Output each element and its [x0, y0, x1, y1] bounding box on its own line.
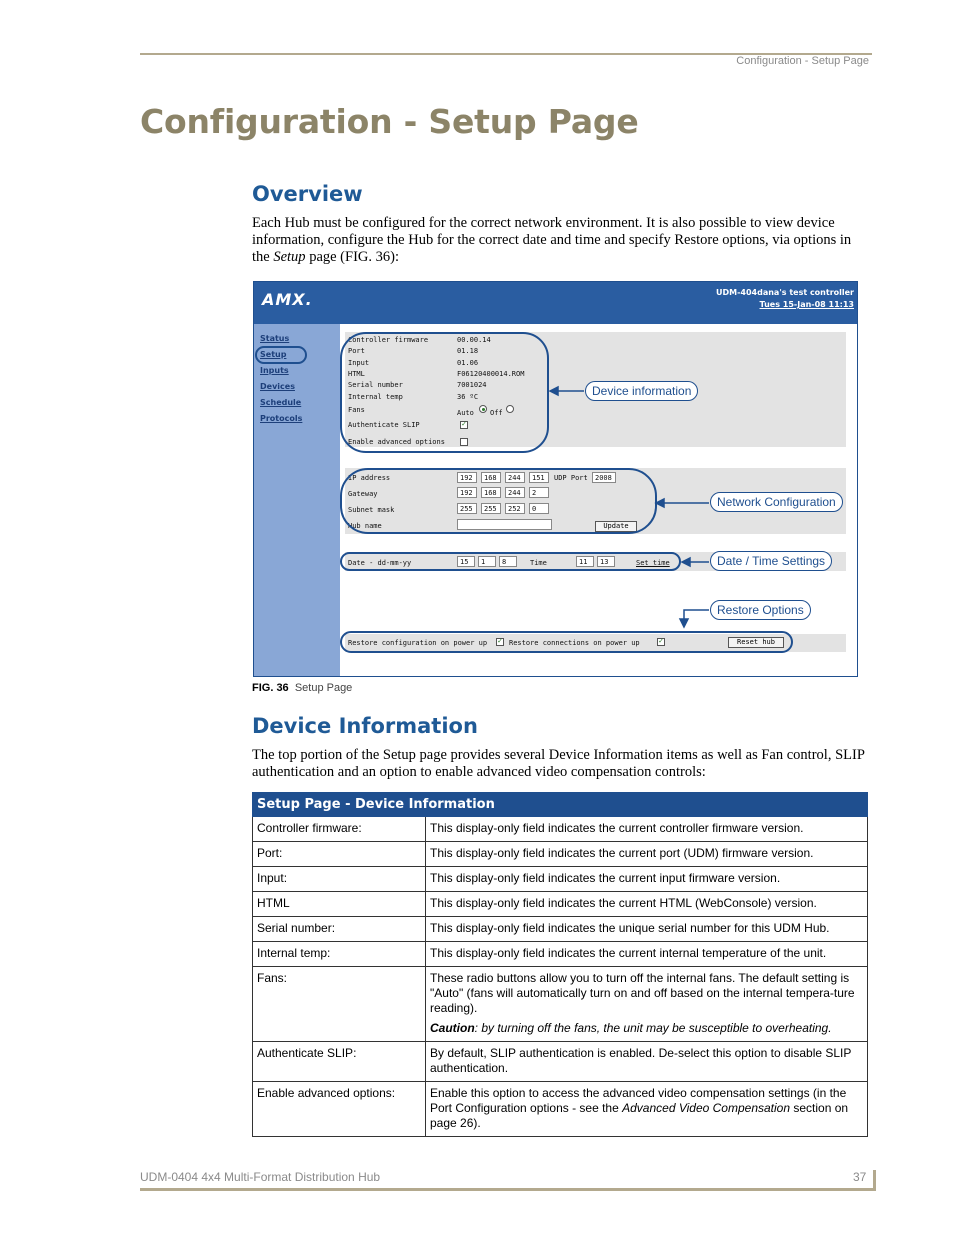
gateway-octet-input[interactable]: 192	[457, 487, 477, 498]
table-row	[253, 892, 868, 917]
nav-link-protocols[interactable]: Protocols	[260, 414, 303, 423]
gateway-octet-input[interactable]: 244	[505, 487, 525, 498]
device-information-table	[252, 792, 868, 1137]
device-info-value: 36 ºC	[457, 393, 479, 401]
table-cell-desc: This display-only field indicates the current controller firmware version.	[426, 817, 868, 842]
device-info-value: F06120400014.ROM	[457, 370, 525, 378]
table-cell-name: HTML	[253, 892, 426, 917]
nav-link-setup[interactable]: Setup	[260, 350, 287, 359]
device-info-label: Internal temp	[348, 393, 403, 401]
table-cell-desc	[426, 967, 868, 1042]
gateway-octet-input[interactable]: 168	[481, 487, 501, 498]
ip-octet-input[interactable]: 244	[505, 472, 525, 483]
ip-octet-input[interactable]: 151	[529, 472, 549, 483]
subnet-octet-input[interactable]: 252	[505, 503, 525, 514]
device-information-paragraph: The top portion of the Setup page provides several Device Information items as well as Fan control, SLIP authentication and an option to enable advanced video compensation controls:	[252, 747, 865, 780]
table-cell-name: Internal temp:	[253, 942, 426, 967]
date-day-input[interactable]: 15	[457, 556, 475, 567]
date-month-input[interactable]: 1	[478, 556, 496, 567]
fans-caution: Caution: by turning off the fans, the unit may be susceptible to overheating.	[430, 1021, 832, 1035]
device-info-label: Input	[348, 359, 370, 367]
restore-connections-checkbox[interactable]: ✓	[658, 638, 664, 645]
table-row	[253, 867, 868, 892]
ip-octet-input[interactable]: 192	[457, 472, 477, 483]
device-info-value: 01.18	[457, 347, 479, 355]
table-cell-desc: This display-only field indicates the current input firmware version.	[426, 867, 868, 892]
setup-page-screenshot	[253, 281, 858, 677]
subnet-octet-input[interactable]: 0	[529, 503, 549, 514]
device-info-value: 7001024	[457, 381, 487, 389]
network-configuration-callout: Network Configuration	[710, 492, 843, 512]
device-info-label: Enable advanced options	[348, 438, 445, 446]
table-cell-name: Input:	[253, 867, 426, 892]
controller-name: UDM-404dana's test controller	[715, 288, 854, 297]
device-info-value: 01.06	[457, 359, 479, 367]
time-label: Time	[530, 559, 547, 567]
device-info-label: Serial number	[348, 381, 403, 389]
reset-hub-button[interactable]: Reset hub	[728, 637, 784, 648]
time-hour-input[interactable]: 11	[576, 556, 594, 567]
fans-off-label: Off	[490, 409, 503, 417]
device-information-callout: Device information	[585, 381, 698, 401]
overview-heading: Overview	[252, 182, 363, 206]
restore-config-checkbox[interactable]: ✓	[497, 638, 503, 645]
date-time-callout: Date / Time Settings	[710, 551, 832, 571]
table-row	[253, 1042, 868, 1082]
table-cell-name: Port:	[253, 842, 426, 867]
footer-product: UDM-0404 4x4 Multi-Format Distribution Hub	[140, 1170, 381, 1184]
figure-caption: FIG. 36 Setup Page	[252, 682, 353, 694]
nav-link-schedule[interactable]: Schedule	[260, 398, 302, 407]
device-information-heading: Device Information	[252, 714, 478, 738]
ip-address-label: IP address	[348, 474, 391, 482]
table-cell-name: Enable advanced options:	[253, 1082, 426, 1137]
date-label: Date - dd-mm-yy	[348, 559, 412, 567]
table-header-row	[253, 793, 868, 817]
table-cell-desc: This display-only field indicates the current port (UDM) firmware version.	[426, 842, 868, 867]
time-minute-input[interactable]: 13	[597, 556, 615, 567]
gateway-label: Gateway	[348, 490, 378, 498]
restore-connections-label: Restore connections on power up	[509, 639, 640, 647]
device-info-label: Fans	[348, 406, 365, 414]
date-year-input[interactable]: 8	[499, 556, 517, 567]
page-title: Configuration - Setup Page	[140, 102, 639, 141]
amx-logo: AMX.	[262, 290, 313, 309]
overview-paragraph: Each Hub must be configured for the correct network environment. It is also possible to view device information, configure the Hub for the correct date and time and specify Restore options, via options in the Setup page (FIG. 36):	[252, 215, 852, 265]
table-row	[253, 967, 868, 1042]
device-info-label: Port	[348, 347, 365, 355]
fans-description: These radio buttons allow you to turn off the internal fans. The default setting is "Auto" (fans will automatically turn on and off based on the internal tempera-ture reading).	[430, 971, 855, 1015]
table-row	[253, 817, 868, 842]
udp-port-label: UDP Port	[554, 474, 588, 482]
device-info-label: HTML	[348, 370, 365, 378]
nav-link-status[interactable]: Status	[260, 334, 290, 343]
subnet-octet-input[interactable]: 255	[481, 503, 501, 514]
device-info-value: 00.00.14	[457, 336, 491, 344]
update-button[interactable]: Update	[595, 521, 637, 532]
nav-link-inputs[interactable]: Inputs	[260, 366, 289, 375]
page-number: 37	[853, 1170, 867, 1184]
udp-port-input[interactable]: 2008	[592, 472, 616, 483]
table-cell-name: Fans:	[253, 967, 426, 1042]
table-cell-name: Controller firmware:	[253, 817, 426, 842]
fans-auto-label: Auto	[457, 409, 474, 417]
table-header: Setup Page - Device Information	[253, 793, 868, 817]
running-head: Configuration - Setup Page	[736, 55, 869, 67]
table-row	[253, 842, 868, 867]
table-cell-desc: This display-only field indicates the unique serial number for this UDM Hub.	[426, 917, 868, 942]
gateway-octet-input[interactable]: 2	[529, 487, 549, 498]
restore-config-label: Restore configuration on power up	[348, 639, 488, 647]
device-info-label: Authenticate SLIP	[348, 421, 420, 429]
nav-link-devices[interactable]: Devices	[260, 382, 295, 391]
device-info-label: Controller firmware	[348, 336, 429, 344]
authenticate-slip-checkbox[interactable]: ✓	[461, 421, 467, 428]
table-row	[253, 917, 868, 942]
hub-name-label: Hub name	[348, 522, 382, 530]
table-cell-desc: By default, SLIP authentication is enabled. De-select this option to disable SLIP authentication.	[426, 1042, 868, 1082]
table-row	[253, 1082, 868, 1137]
restore-options-callout: Restore Options	[710, 600, 811, 620]
table-cell-desc: This display-only field indicates the current HTML (WebConsole) version.	[426, 892, 868, 917]
table-cell-desc: Enable this option to access the advanced video compensation settings (in the Port Configuration options - see the Advanced Video Compensation section on page 26).	[426, 1082, 868, 1137]
table-cell-desc: This display-only field indicates the current internal temperature of the unit.	[426, 942, 868, 967]
set-time-link[interactable]: Set time	[636, 559, 670, 567]
ip-octet-input[interactable]: 168	[481, 472, 501, 483]
controller-date[interactable]: Tues 15-Jan-08 11:13	[759, 300, 854, 309]
table-cell-name: Serial number:	[253, 917, 426, 942]
subnet-octet-input[interactable]: 255	[457, 503, 477, 514]
subnet-mask-label: Subnet mask	[348, 506, 395, 514]
table-row	[253, 942, 868, 967]
table-cell-name: Authenticate SLIP:	[253, 1042, 426, 1082]
footer-rule	[140, 1188, 876, 1191]
